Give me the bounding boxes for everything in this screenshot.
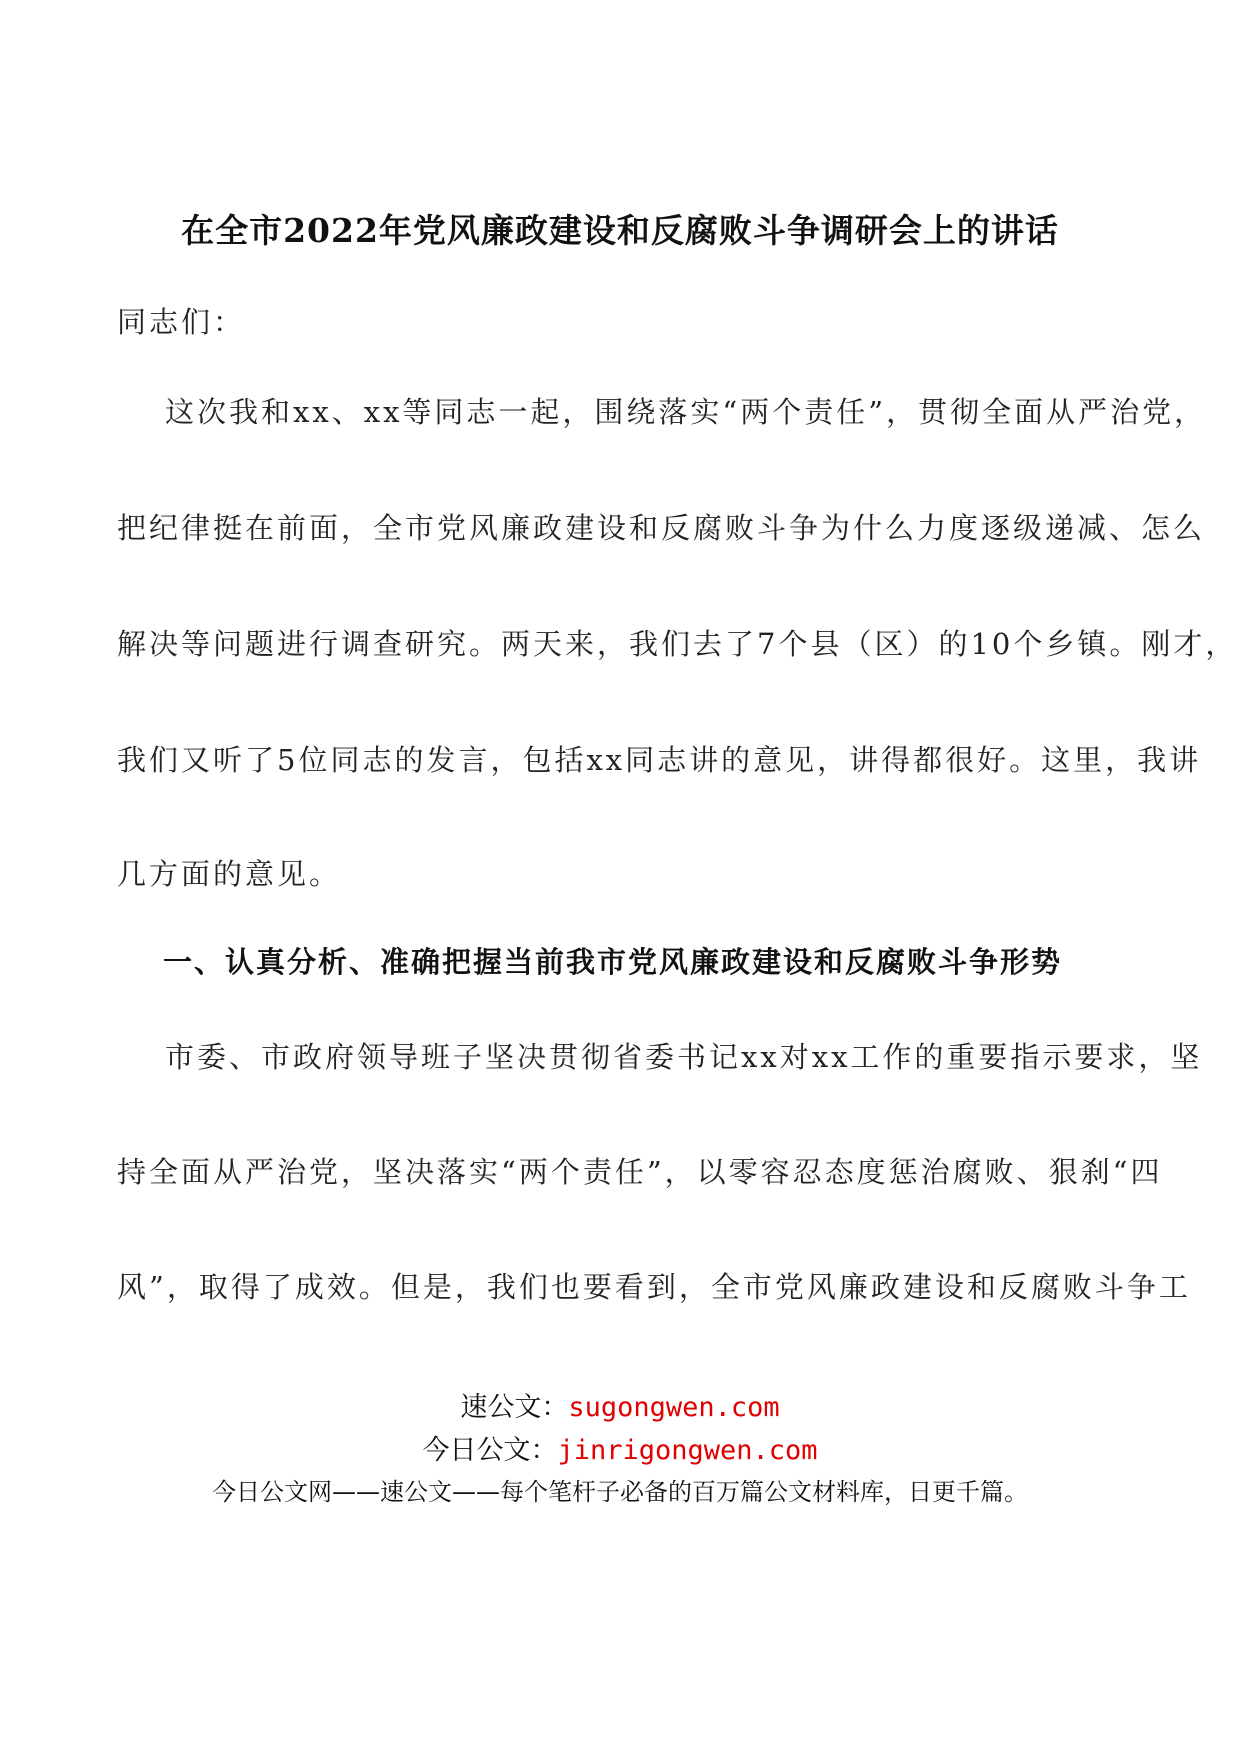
paragraph-1-line-1: 这次我和xx、xx等同志一起，围绕落实“两个责任”，贯彻全面从严治党，	[165, 395, 1207, 429]
paragraph-1-line-5: 几方面的意见。	[117, 857, 342, 891]
paragraph-1-line-3: 解决等问题进行调查研究。两天来，我们去了7个县（区）的10个乡镇。刚才，	[117, 627, 1238, 661]
paragraph-1-line-4: 我们又听了5位同志的发言，包括xx同志讲的意见，讲得都很好。这里，我讲	[117, 743, 1202, 777]
footer-tagline: 今日公文网——速公文——每个笔杆子必备的百万篇公文材料库，日更千篇。	[212, 1478, 1028, 1506]
paragraph-2-line-2: 持全面从严治党，坚决落实“两个责任”，以零容忍态度惩治腐败、狠刹“四	[117, 1155, 1163, 1189]
paragraph-1-line-2: 把纪律挺在前面，全市党风廉政建设和反腐败斗争为什么力度逐级递减、怎么	[117, 511, 1206, 545]
paragraph-2-line-3: 风”，取得了成效。但是，我们也要看到，全市党风廉政建设和反腐败斗争工	[117, 1270, 1191, 1304]
footer-site-1-link[interactable]: sugongwen.com	[568, 1392, 780, 1423]
footer-line-2	[0, 1428, 1240, 1467]
paragraph-2-line-1: 市委、市政府领导班子坚决贯彻省委书记xx对xx工作的重要指示要求，坚	[165, 1040, 1203, 1074]
footer-line-1	[0, 1385, 1240, 1424]
document-title: 在全市2022年党风廉政建设和反腐败斗争调研会上的讲话	[181, 211, 1059, 250]
section-1-heading: 一、认真分析、准确把握当前我市党风廉政建设和反腐败斗争形势	[163, 945, 1063, 979]
footer-site-1-label: 速公文：	[460, 1392, 569, 1423]
footer-site-2-link[interactable]: jinrigongwen.com	[557, 1435, 818, 1466]
salutation: 同志们：	[117, 305, 246, 339]
footer-site-2-label: 今日公文：	[422, 1435, 558, 1466]
